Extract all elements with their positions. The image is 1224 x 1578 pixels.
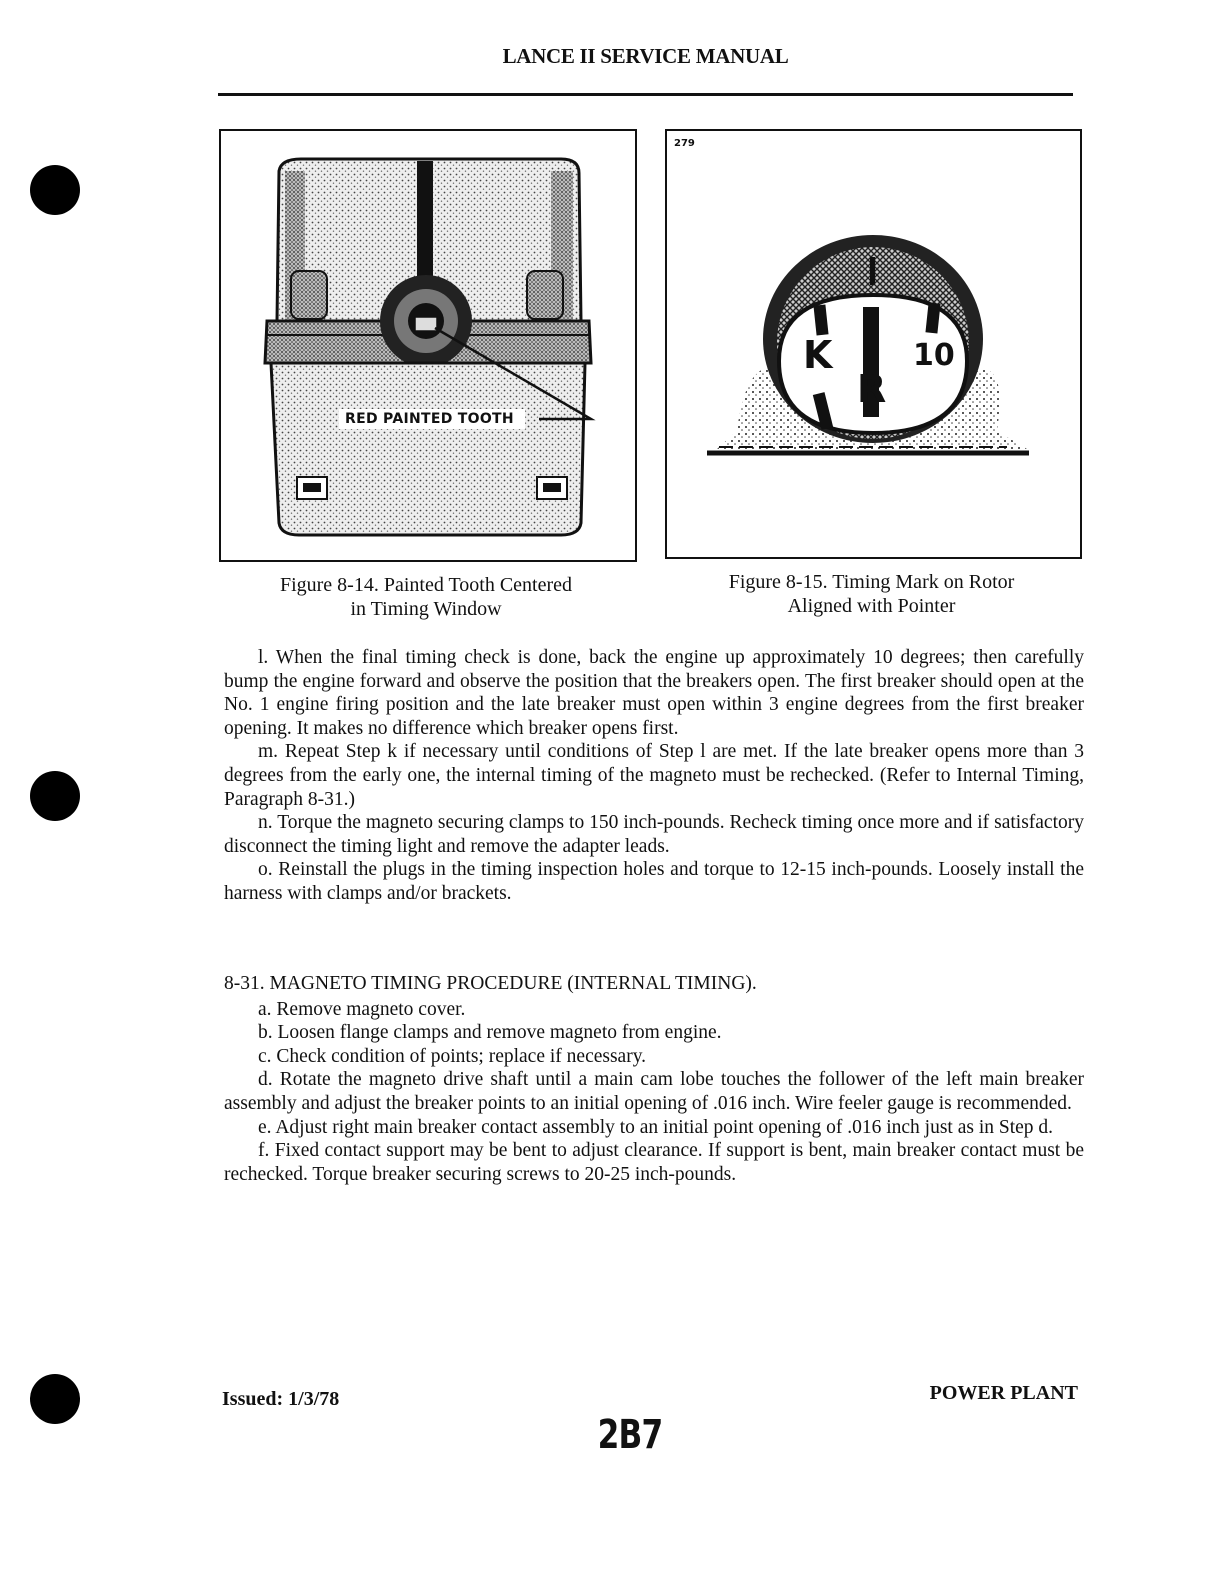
figure-8-14 [219,129,637,562]
issued-date: Issued: 1/3/78 [222,1388,340,1410]
step-o: o. Reinstall the plugs in the timing inspection holes and torque to 12-15 inch-pounds. Loosely install the harness with clamps and/or brackets. [224,859,1084,904]
page-code: 2B7 [597,1412,663,1458]
binder-hole-bottom [30,1374,80,1424]
header-rule [218,93,1073,96]
figure-8-15-caption [665,570,1078,618]
caption-line: Figure 8-15. Timing Mark on Rotor [728,571,1015,593]
rotor-mark-10: 10 [913,338,955,373]
binder-hole-middle [30,771,80,821]
step-m: m. Repeat Step k if necessary until conditions of Step l are met. If the late breaker opens more than 3 degrees from the early one, the internal timing of the magneto must be rechecked. (Refer to Internal Timing, Paragraph 8-31.) [224,741,1084,810]
rotor-mark-r: R [857,367,887,411]
step-c: c. Check condition of points; replace if necessary. [258,1045,647,1067]
caption-line: Figure 8-14. Painted Tooth Centered [279,574,573,596]
section-name: POWER PLANT [929,1382,1078,1404]
page-title: LANCE II SERVICE MANUAL [502,44,789,68]
caption-line: in Timing Window [350,598,502,620]
step-e: e. Adjust right main breaker contact assembly to an initial point opening of .016 inch just as in Step d. [258,1116,1054,1138]
caption-line: Aligned with Pointer [787,595,956,617]
step-a: a. Remove magneto cover. [258,998,466,1020]
section-heading: 8-31. MAGNETO TIMING PROCEDURE (INTERNAL TIMING). [224,973,757,994]
step-n: n. Torque the magneto securing clamps to 150 inch-pounds. Recheck timing once more and if satisfactory disconnect the timing light and remove the adapter leads. [224,812,1084,857]
step-l: l. When the final timing check is done, back the engine up approximately 10 degrees; then carefully bump the engine forward and observe the position that the breakers open. The first breaker should open at the No. 1 engine firing position and the late breaker must open within 3 engine degrees from the first breaker opening. It makes no difference which breaker opens first. [224,647,1084,739]
magneto-illustration [221,131,635,560]
step-d: d. Rotate the magneto drive shaft until a main cam lobe touches the follower of the left main breaker assembly and adjust the breaker points to an initial opening of .016 inch. Wire feeler gauge is recommended. [224,1069,1084,1114]
figure-8-15 [665,129,1082,559]
step-f: f. Fixed contact support may be bent to adjust clearance. If support is bent, main breaker contact must be rechecked. Torque breaker securing screws to 20-25 inch-pounds. [224,1140,1084,1185]
figure-number: 279 [674,138,695,149]
timing-steps [224,646,1084,906]
binder-hole-top [30,165,80,215]
rotor-mark-k: K [803,333,833,377]
rotor-illustration [667,131,1080,557]
figure-8-14-caption [219,573,633,621]
red-painted-tooth-label: RED PAINTED TOOTH [345,411,514,427]
step-b: b. Loosen flange clamps and remove magneto from engine. [258,1022,722,1044]
section-8-31 [224,972,1084,1186]
